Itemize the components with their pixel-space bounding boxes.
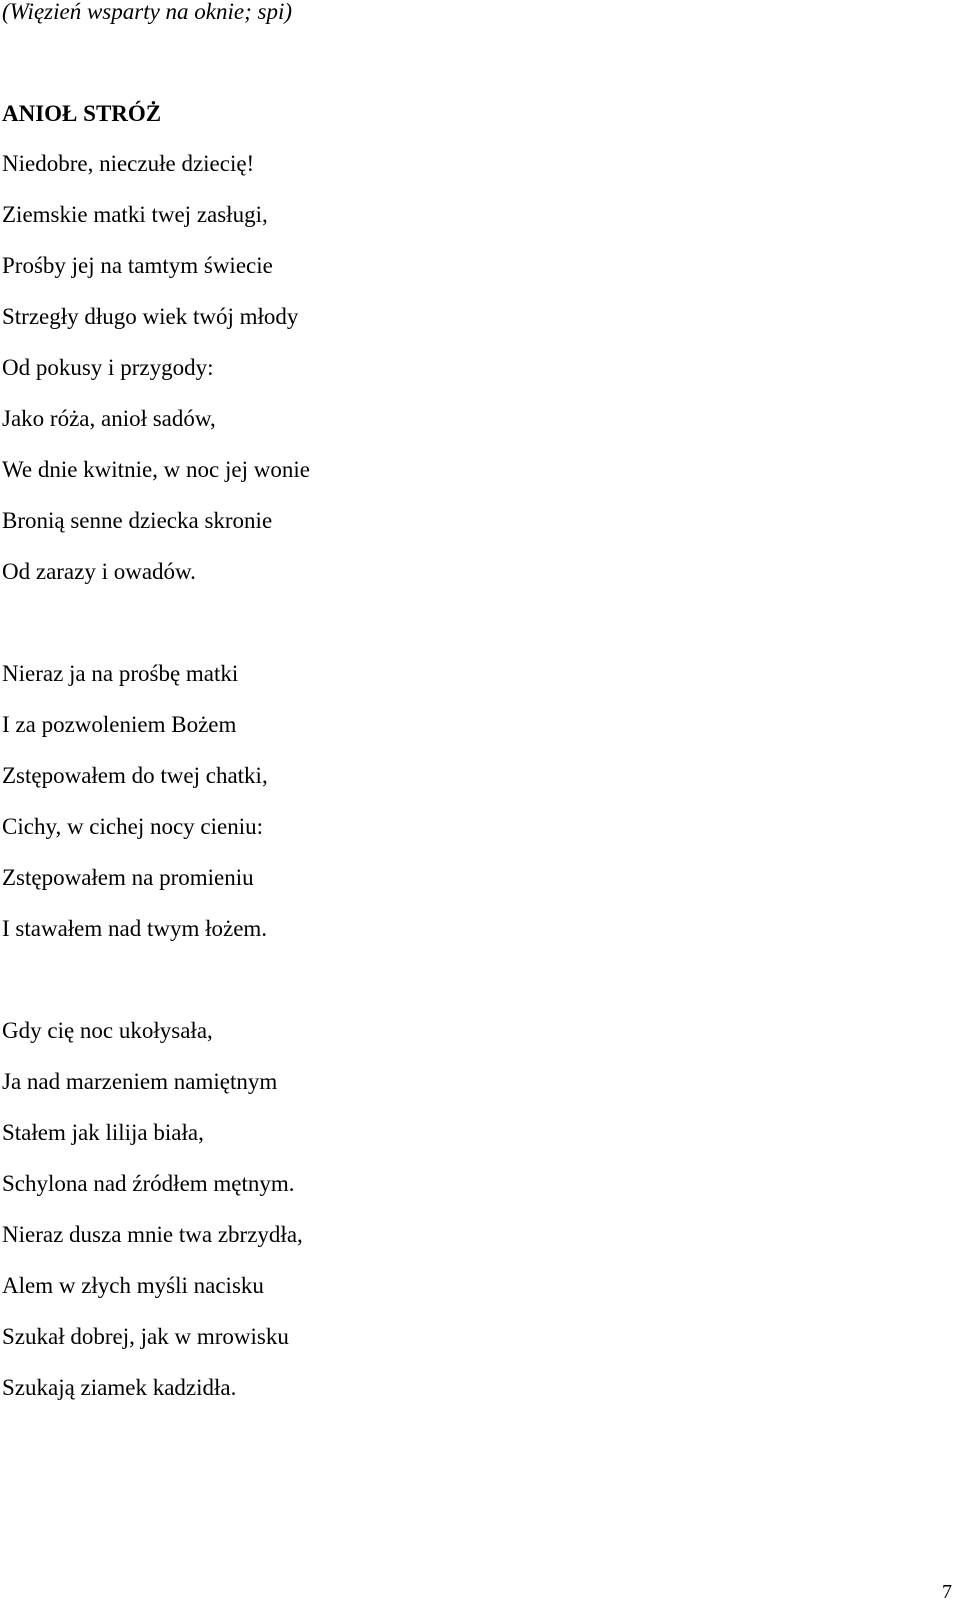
verse-line: I za pozwoleniem Bożem — [2, 712, 237, 737]
verse-line: Cichy, w cichej nocy cieniu: — [2, 814, 264, 839]
verse-line: Stałem jak lilija biała, — [2, 1120, 204, 1145]
page-number: 7 — [942, 1581, 952, 1603]
verse-line: Nieraz dusza mnie twa zbrzydła, — [2, 1222, 303, 1247]
verse-line: Gdy cię noc ukołysała, — [2, 1018, 213, 1043]
verse-line: Zstępowałem do twej chatki, — [2, 763, 268, 788]
stage-direction: (Więzień wsparty na oknie; spi) — [2, 0, 293, 24]
verse-line: Strzegły długo wiek twój młody — [2, 304, 299, 329]
speaker-name: ANIOŁ STRÓŻ — [2, 101, 162, 126]
verse-line: Prośby jej na tamtym świecie — [2, 253, 273, 278]
verse-line: Schylona nad źródłem mętnym. — [2, 1171, 295, 1196]
verse-line: Od pokusy i przygody: — [2, 355, 214, 380]
verse-line: We dnie kwitnie, w noc jej wonie — [2, 457, 310, 482]
verse-line: Zstępowałem na promieniu — [2, 865, 254, 890]
verse-line: Nieraz ja na prośbę matki — [2, 661, 239, 686]
verse-line: Ziemskie matki twej zasługi, — [2, 202, 268, 227]
verse-line: Od zarazy i owadów. — [2, 559, 196, 584]
verse-line: Ja nad marzeniem namiętnym — [2, 1069, 278, 1094]
verse-line: Szukają ziamek kadzidła. — [2, 1375, 237, 1400]
verse-line: Jako róża, anioł sadów, — [2, 406, 216, 431]
verse-line: I stawałem nad twym łożem. — [2, 916, 268, 941]
verse-line: Niedobre, nieczułe dziecię! — [2, 151, 255, 176]
verse-line: Bronią senne dziecka skronie — [2, 508, 273, 533]
verse-line: Szukał dobrej, jak w mrowisku — [2, 1324, 289, 1349]
verse-line: Alem w złych myśli nacisku — [2, 1273, 264, 1298]
